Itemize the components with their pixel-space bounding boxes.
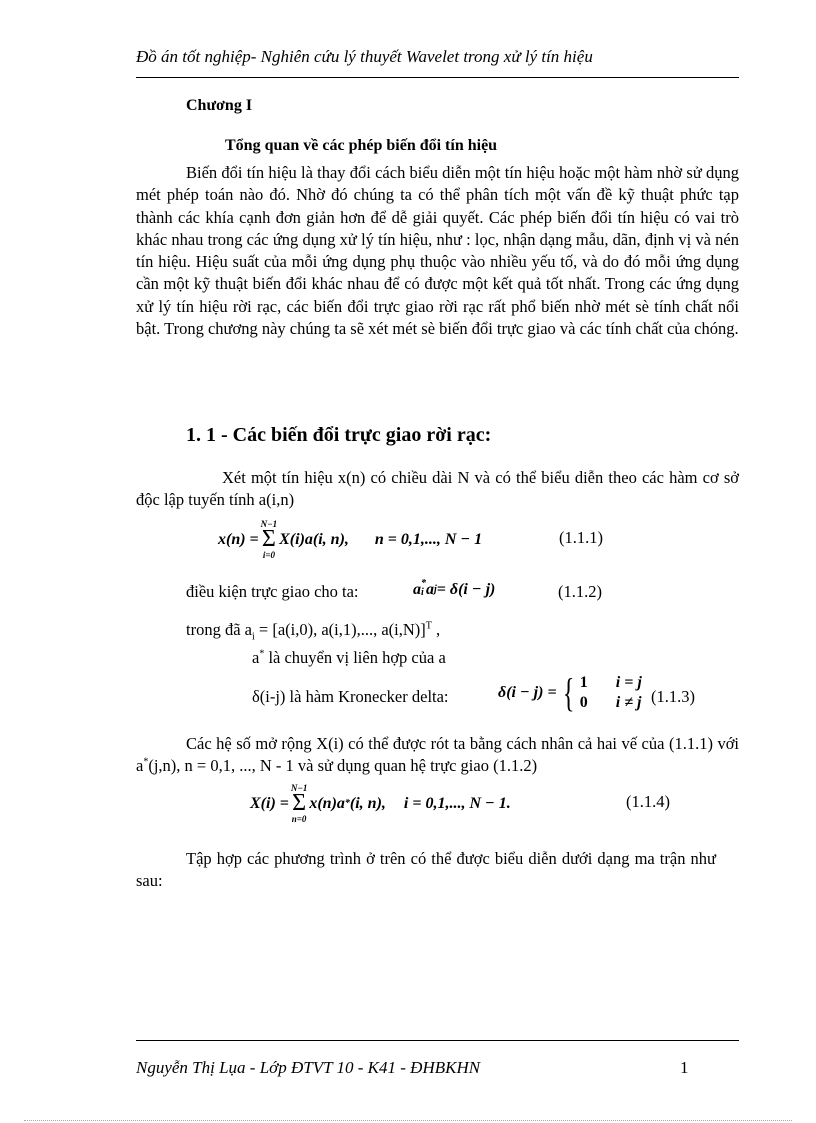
- eq4-lhs: X(i) =: [250, 794, 289, 812]
- eq1-sum-lower: i=0: [262, 549, 275, 560]
- eq2-number: (1.1.2): [558, 582, 602, 601]
- eq2-rhs: = δ(i − j): [436, 581, 496, 598]
- para2-part-a: Các hệ số mở rộng X(i) có thể được rót ta bằng cách nhân cả hai vế của (1.1.1) với a: [136, 734, 739, 776]
- conjugate-line: [252, 648, 446, 668]
- kron-case1-value: 1: [579, 674, 588, 691]
- footer-rule: [136, 1040, 739, 1041]
- equation-1-1-1: [218, 520, 482, 560]
- eq1-rhs: X(i)a(i, n),: [279, 530, 349, 548]
- kron-case2-cond: i ≠ j: [615, 694, 642, 711]
- kron-case1-cond: i = j: [615, 674, 642, 691]
- eq1-sum-upper: N−1: [260, 519, 278, 529]
- eq1-lhs: x(n) =: [218, 530, 259, 548]
- orthogonality-label: điều kiện trực giao cho ta:: [186, 582, 359, 601]
- eq4-sum-upper: N−1: [290, 783, 308, 793]
- equation-1-1-2: a * i a j = δ(i − j): [413, 578, 496, 598]
- eq1-number: (1.1.1): [559, 528, 603, 547]
- conj-sup: *: [259, 648, 265, 660]
- footer-author: Nguyễn Thị Lụa - Lớp ĐTVT 10 - K41 - ĐHBKHN: [136, 1058, 481, 1077]
- ai-rest: = [a(i,0), a(i,1),..., a(i,N)]: [254, 620, 426, 639]
- section-paragraph-1: Xét một tín hiệu x(n) có chiều dài N và có thể biểu diễn theo các hàm cơ sở độc lập tuyến tính a(i,n): [136, 468, 739, 510]
- kronecker-label: δ(i-j) là hàm Kronecker delta:: [252, 687, 449, 706]
- running-title: Đồ án tốt nghiệp- Nghiên cứu lý thuyết Wavelet trong xử lý tín hiệu: [136, 47, 593, 66]
- eq4-condition: i = 0,1,..., N − 1.: [403, 794, 511, 812]
- ai-sub: i: [251, 631, 255, 643]
- eq2-a2: a: [426, 581, 434, 598]
- section-paragraph-3: Tập hợp các phương trình ở trên có thể được biểu diễn dưới dạng ma trận như sau:: [136, 849, 716, 891]
- kron-cases: { 1 i = j 0 i ≠ j: [562, 670, 642, 715]
- eq4-sum-operator: N−1 Σ n=0: [290, 783, 308, 824]
- eq2-sub-i: i: [421, 587, 424, 598]
- ai-prefix: trong đã a: [186, 620, 252, 639]
- kron-case2-value: 0: [579, 694, 588, 711]
- conj-rest: là chuyển vị liên hợp của a: [264, 648, 446, 667]
- eq1-sum-operator: N−1 Σ i=0: [260, 519, 278, 560]
- ai-sup: T: [425, 620, 432, 632]
- kron-lhs: δ(i − j) =: [498, 684, 557, 701]
- header-rule: [136, 77, 739, 78]
- section-paragraph-2: [136, 733, 739, 778]
- kron-case-2: [580, 693, 642, 713]
- equation-1-1-4: X(i) = N−1 Σ n=0 x(n)a * (i, n), i = 0,1,..., N − 1.: [250, 783, 511, 824]
- page-number: 1: [680, 1058, 689, 1077]
- eq4-sum-lower: n=0: [291, 813, 307, 824]
- definition-ai-line: [186, 620, 441, 643]
- para2-sup: *: [143, 756, 149, 768]
- eq2-sup: *: [421, 578, 426, 589]
- eq4-number: (1.1.4): [626, 792, 670, 811]
- equation-1-1-3: [498, 670, 642, 715]
- chapter-title: Tổng quan về các phép biến đổi tín hiệu: [225, 137, 498, 154]
- eq3-number: (1.1.3): [651, 687, 695, 706]
- intro-paragraph: Biến đổi tín hiệu là thay đổi cách biểu diễn một tín hiệu hoặc một hàm nhờ sử dụng mét phép toán nào đó. Nhờ đó chúng ta có thể phân tích một vấn đề kỹ thuật phức tạp thành các khía cạnh đơn giản hơn để dễ giải quyết. Các phép biến đổi tín hiệu có vai trò khác nhau trong các ứng dụng xử lý tín hiệu, như : lọc, nhận dạng mẫu, dãn, định vị và nén tín hiệu. Hiệu suất của mỗi ứng dụng phụ thuộc vào nhiều yếu tố, và do đó mỗi ứng dụng cần một kỹ thuật biến đổi khác nhau để có được một kết quả tốt nhất. Trong các ứng dụng xử lý tín hiệu rời rạc, các biến đổi trực giao rời rạc rất phổ biến nhờ mét sè tính chất nổi bật. Trong chương này chúng ta sẽ xét mét sè biến đổi trực giao và các tính chất của chóng.: [136, 163, 739, 339]
- eq1-condition: n = 0,1,..., N − 1: [374, 530, 483, 548]
- chapter-label: Chương I: [186, 97, 253, 114]
- section-heading: 1. 1 - Các biến đổi trực giao rời rạc:: [186, 424, 492, 446]
- kron-case-1: [580, 673, 642, 693]
- eq4-rhs: x(n)a: [309, 794, 345, 812]
- conj-prefix: a: [252, 648, 260, 667]
- eq4-rhs-end: (i, n),: [349, 794, 386, 812]
- para2-part-b: (j,n), n = 0,1, ..., N - 1 và sử dụng quan hệ trực giao (1.1.2): [148, 756, 538, 776]
- page-bottom-dotted-line: [24, 1120, 792, 1121]
- eq2-a: a: [413, 581, 421, 598]
- ai-end: ,: [431, 620, 441, 639]
